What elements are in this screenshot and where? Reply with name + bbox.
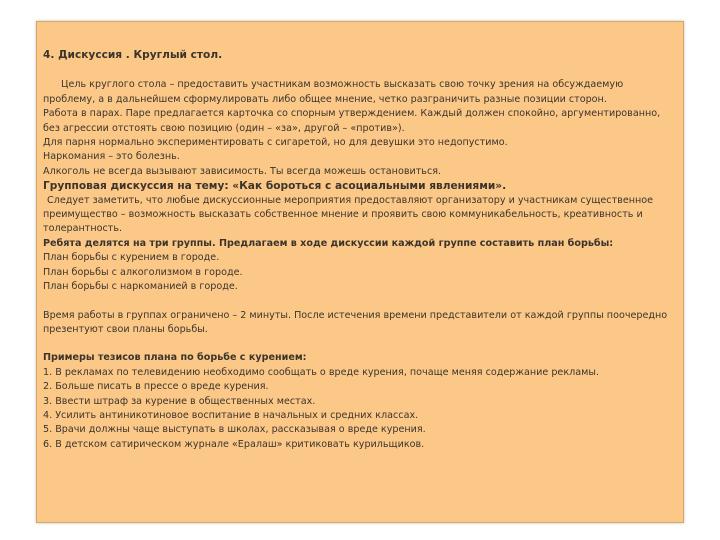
goal-line: Работа в парах. Паре предлагается карточка со спорным утверждением. Каждый должен спокойно, аргументированно, [43, 108, 661, 120]
time-line: презентуют свои планы борьбы. [43, 323, 208, 335]
note-line: Следует заметить, что любые дискуссионные мероприятия предоставляют организатору и участникам существенное [47, 194, 654, 206]
example-line: 5. Врачи должны чаще выступать в школах, рассказывая о вреде курения. [43, 424, 426, 436]
example-line: 2. Больше писать в прессе о вреде курения. [43, 381, 269, 393]
goal-line: проблему, а в дальнейшем сформулировать либо общее мнение, четко разграничить разные позиции сторон. [43, 93, 607, 105]
plan-line: План борьбы с наркоманией в городе. [43, 281, 238, 293]
examples-heading: Примеры тезисов плана по борьбе с курением: [43, 352, 307, 364]
task-line: Ребята делятся на три группы. Предлагаем в ходе дискуссии каждой группе составить план борьбы: [43, 237, 614, 249]
example-line: 6. В детском сатирическом журнале «Ералаш» критиковать курильщиков. [43, 438, 425, 450]
time-line: Время работы в группах ограничено – 2 минуты. После истечения времени представители от каждой группы поочередно [43, 309, 668, 321]
statement-line: Наркомания – это болезнь. [43, 151, 180, 163]
slide-title: 4. Дискуссия . Круглый стол. [43, 49, 223, 61]
plan-line: План борьбы с курением в городе. [43, 252, 220, 264]
plan-line: План борьбы с алкоголизмом в городе. [43, 266, 243, 278]
example-line: 4. Усилить антиникотиновое воспитание в начальных и средних классах. [43, 409, 419, 421]
note-line: толерантность. [43, 223, 123, 235]
slide-card [36, 21, 684, 523]
goal-line: без агрессии отстоять свою позицию (один – «за», другой – «против»). [43, 122, 405, 134]
statement-line: Для парня нормально экспериментировать с сигаретой, но для девушки это недопустимо. [43, 137, 508, 149]
slide-content [43, 48, 675, 452]
note-line: преимущество – возможность высказать собственное мнение и проявить свою коммуникабельность, креативность и [43, 209, 643, 221]
statement-line: Алкоголь не всегда вызывают зависимость. Ты всегда можешь остановиться. [43, 165, 442, 177]
example-line: 1. В рекламах по телевидению необходимо сообщать о вреде курения, почаще меняя содержание рекламы. [43, 366, 600, 378]
group-discussion-heading: Групповая дискуссия на тему: «Как бороться с асоциальными явлениями». [43, 180, 507, 193]
goal-line: Цель круглого стола – предоставить участникам возможность высказать свою точку зрения на обсуждаемую [61, 79, 624, 91]
example-line: 3. Ввести штраф за курение в общественных местах. [43, 395, 316, 407]
